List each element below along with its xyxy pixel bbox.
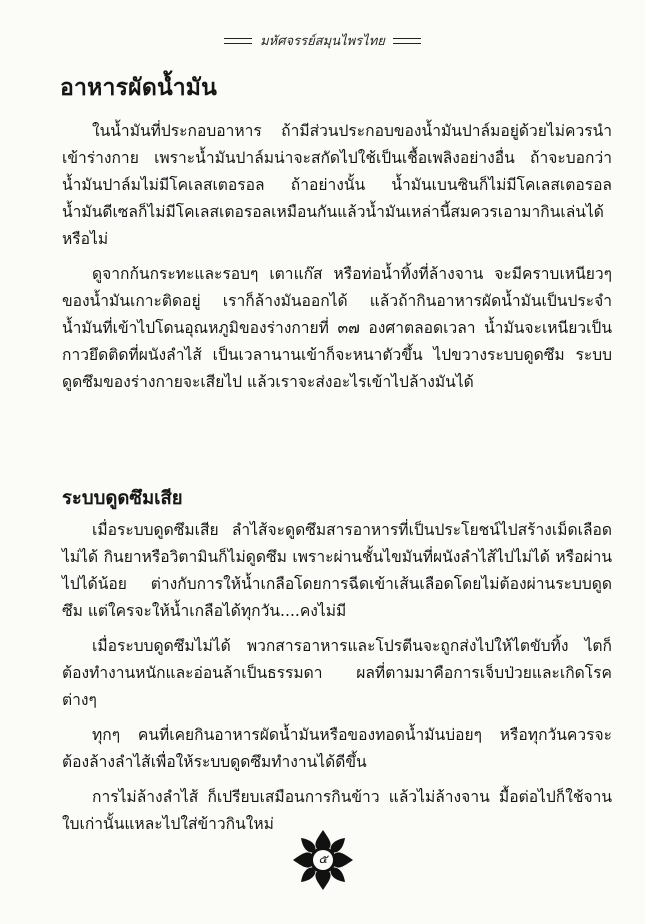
- paragraph: ดูจากก้นกระทะและรอบๆ เตาแก๊ส หรือท่อน้ำทิ้งที่ล้างจาน จะมีคราบเหนียวๆ ของน้ำมันเกาะติดอยู่ เราก็ล้างมันออกได้ แล้วถ้ากินอาหารผัดน้ำมันเป็นประจำ น้ำมันที่เข้าไปโดนอุณหภูมิของร่างกายที่ ๓๗ องศาตลอดเวลา น้ำมันจะเหนียวเป็นกาวยึดติดที่ผนังลำไส้ เป็นเวลานานเข้าก็จะหนาตัวขึ้น ไปขวางระบบดูดซึม ระบบดูดซึมของร่างกายจะเสียไป แล้วเราจะส่งอะไรเข้าไปล้างมันได้: [62, 265, 612, 391]
- chapter-title: อาหารผัดน้ำมัน: [60, 75, 218, 101]
- running-header-text: มหัศจรรย์สมุนไพรไทย: [260, 34, 385, 49]
- paragraph: ทุกๆ คนที่เคยกินอาหารผัดน้ำมันหรือของทอดน้ำมันบ่อยๆ หรือทุกวันควรจะต้องล้างลำไส้เพื่อให้ระบบดูดซึมทำงานได้ดีขึ้น: [62, 726, 612, 771]
- paragraph: ในน้ำมันที่ประกอบอาหาร ถ้ามีส่วนประกอบของน้ำมันปาล์มอยู่ด้วยไม่ควรนำเข้าร่างกาย เพราะน้ำมันปาล์มน่าจะสกัดไปใช้เป็นเชื้อเพลิงอย่างอื่น ถ้าจะบอกว่าน้ำมันปาล์มไม่มีโคเลสเตอรอล ถ้าอย่างนั้น น้ำมันเบนซินก็ไม่มีโคเลสเตอรอล น้ำมันดีเซลก็ไม่มีโคเลสเตอรอลเหมือนกันแล้วน้ำมันเหล่านี้สมควรเอามากินเล่นได้หรือไม่: [62, 122, 612, 248]
- section-heading: ระบบดูดซึมเสีย: [62, 488, 183, 509]
- section-absorption: [62, 485, 612, 846]
- section-oil-dishes: [62, 118, 612, 404]
- paragraph: เมื่อระบบดูดซึมเสีย ลำไส้จะดูดซึมสารอาหารที่เป็นประโยชน์ไปสร้างเม็ดเลือดไม่ได้ กินยาหรือวิตามินก็ไม่ดูดซึม เพราะผ่านชั้นไขมันที่ผนังลำไส้ไปไม่ได้ หรือผ่านไปได้น้อย ต่างกับการให้น้ำเกลือโดยการฉีดเข้าเส้นเลือดโดยไม่ต้องผ่านระบบดูดซึม แต่ใครจะให้น้ำเกลือได้ทุกวัน....คงไม่มี: [62, 521, 612, 620]
- header-rule-right: [393, 38, 421, 44]
- running-header: [0, 30, 645, 51]
- page-number: ๕: [318, 852, 328, 866]
- page-number-ornament: [291, 828, 355, 892]
- header-rule-left: [224, 38, 252, 44]
- paragraph: เมื่อระบบดูดซึมไม่ได้ พวกสารอาหารและโปรตีนจะถูกส่งไปให้ไตขับทิ้ง ไตก็ต้องทำงานหนักและอ่อนล้าเป็นธรรมดา ผลที่ตามมาคือการเจ็บป่วยและเกิดโรคต่างๆ: [62, 637, 612, 709]
- paragraph: การไม่ล้างลำไส้ ก็เปรียบเสมือนการกินข้าว แล้วไม่ล้างจาน มื้อต่อไปก็ใช้จานใบเก่านั้นแหละไปใส่ข้าวกินใหม่: [62, 788, 612, 833]
